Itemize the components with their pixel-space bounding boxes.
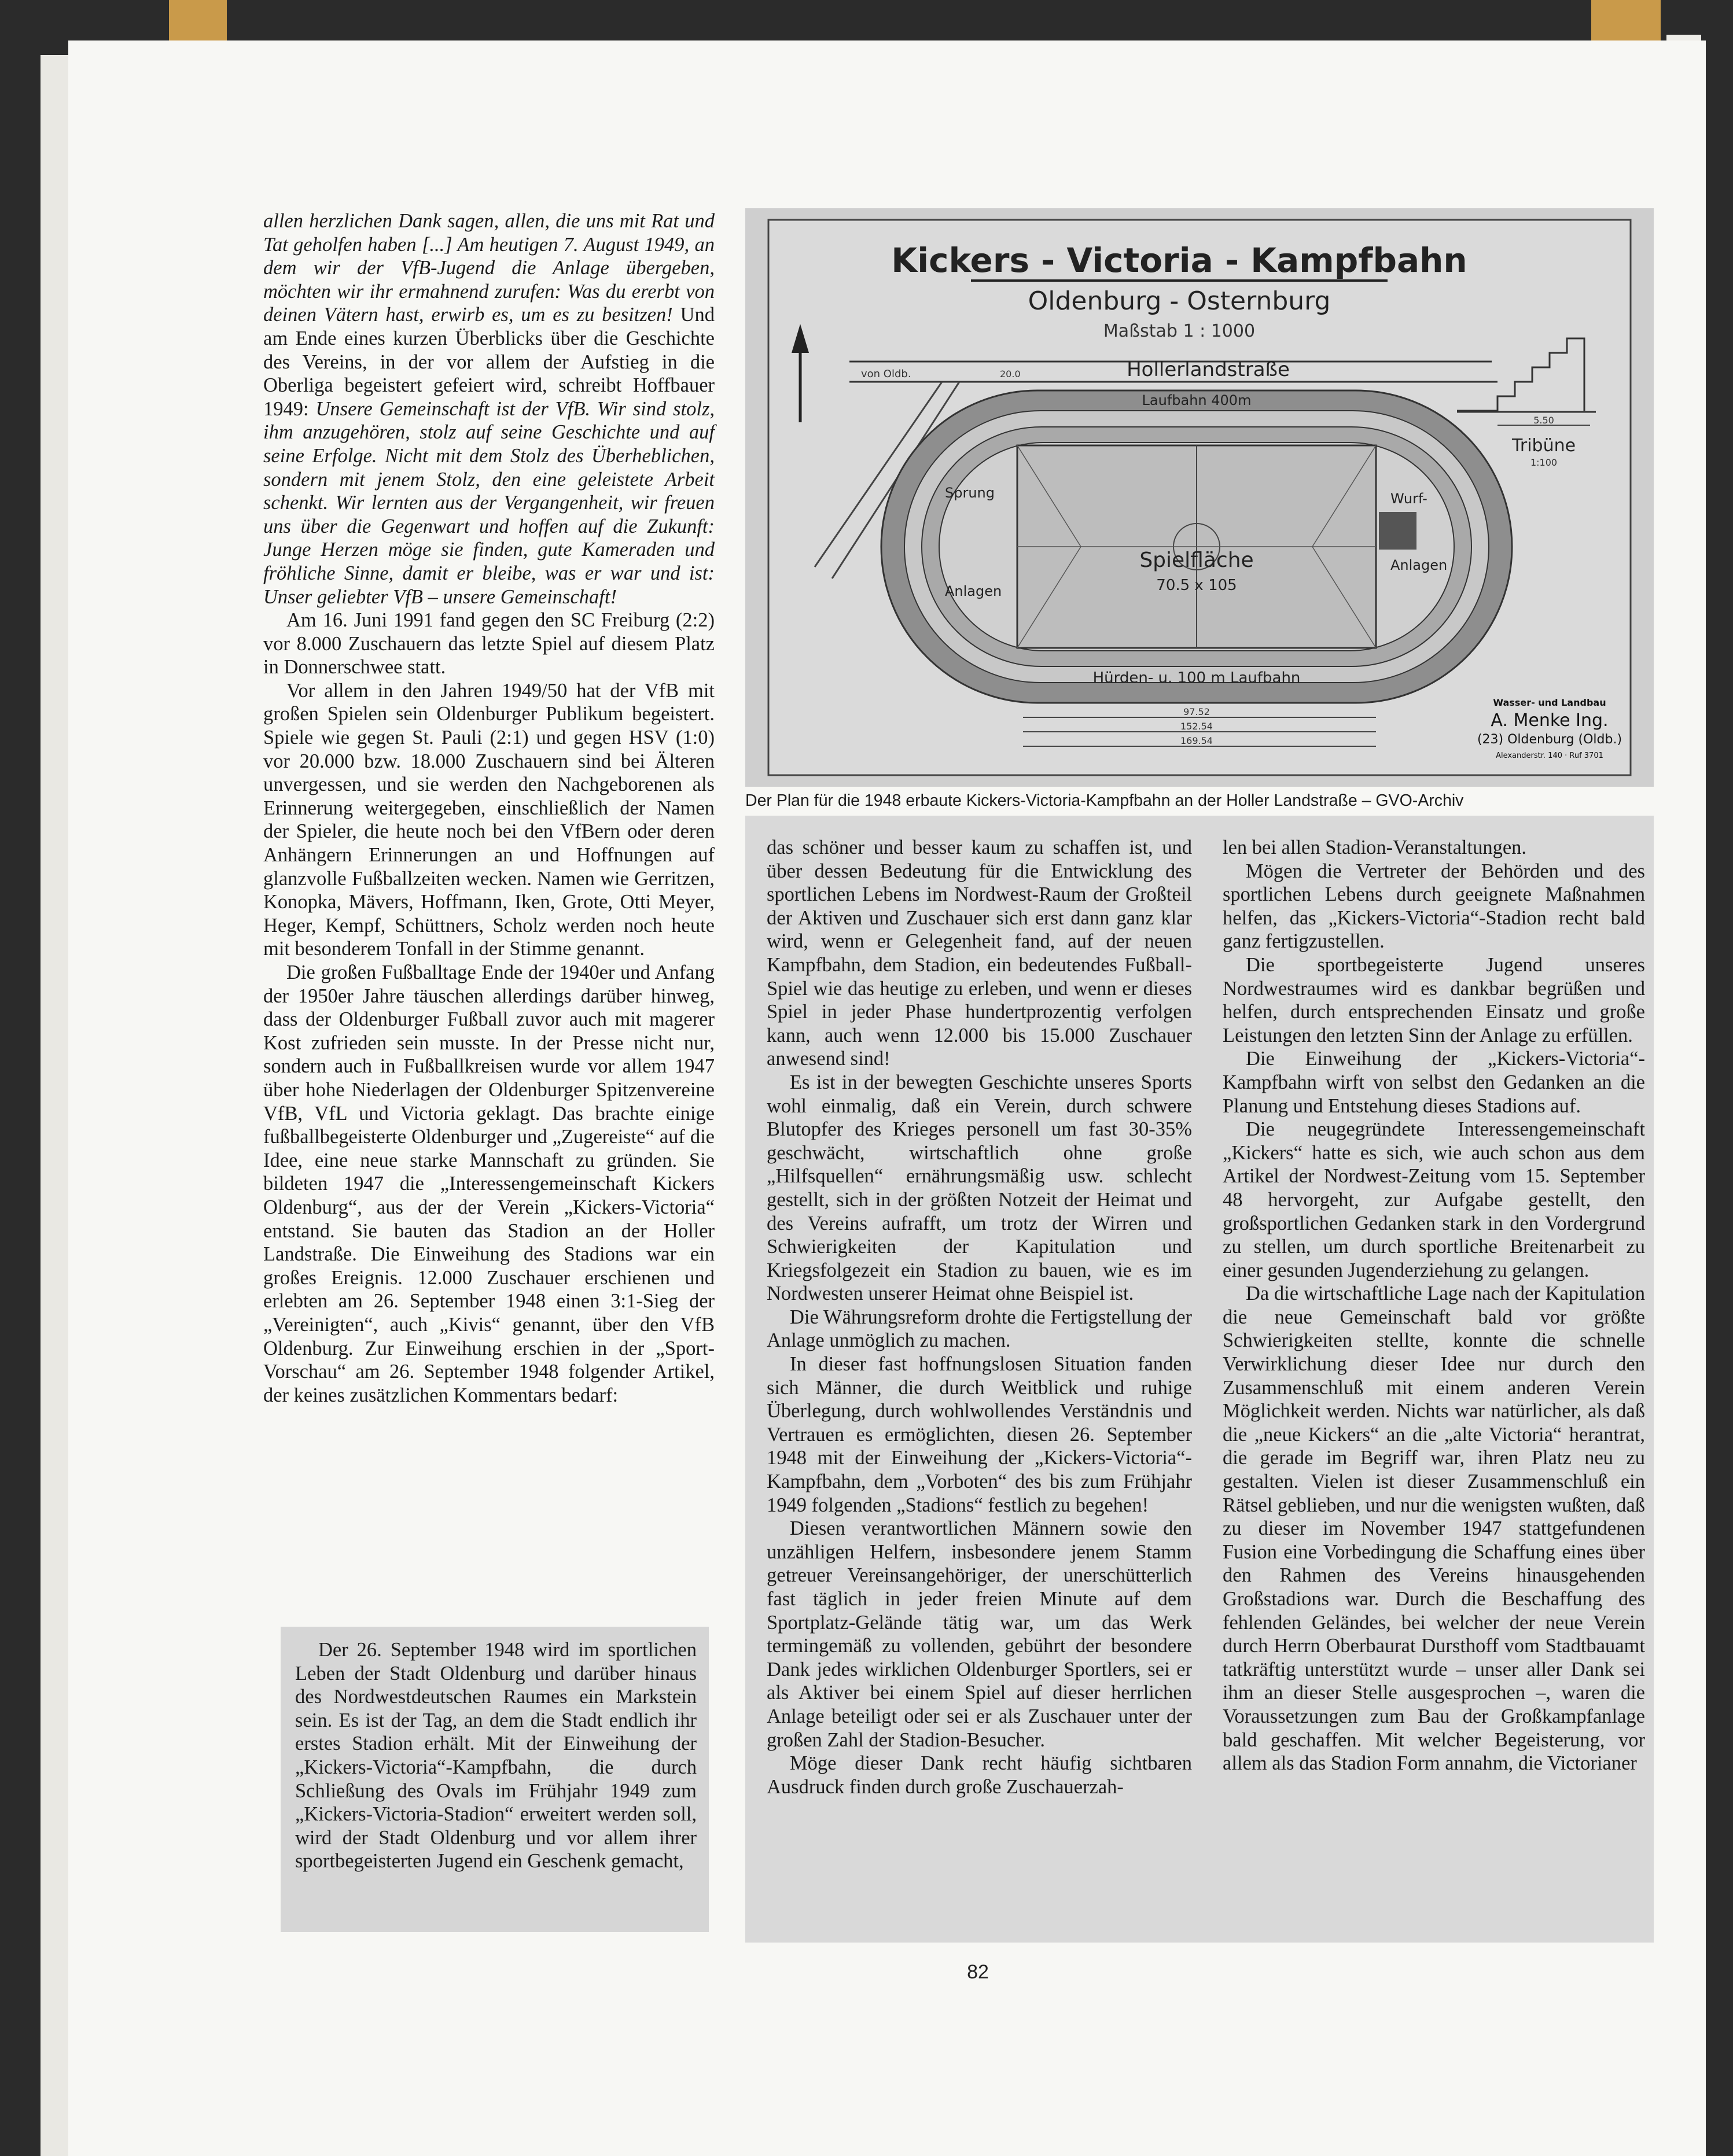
plan-title: Kickers - Victoria - Kampfbahn	[891, 241, 1467, 280]
paragraph: In dieser fast hoffnungslosen Situation fanden sich Männer, die durch Weitblick und ruhige Überlegung, durch wohlwollendes Verständnis und Vertrauen es ermöglichten, diesen 26. September 1948 mit der Einweihung der „Kickers-Victoria“-Kampfbahn, dem „Vorboten“ des bis zum Frühjahr 1949 folgenden „Stadions“ festlich zu begehen!	[767, 1353, 1192, 1516]
paragraph: das schöner und besser kaum zu schaffen ist, und über dessen Bedeutung für die Entwicklung des sportlichen Lebens im Nordwest-Raum der Großteil der Aktiven und Zuschauer sich erst dann ganz klar wird, wenn er Gelegenheit fand, auf der neuen Kampfbahn, dem Stadion, ein bedeutendes Fußball-Spiel wie das heutige zu erleben, und wenn er dieses Spiel in jeder Phase hundertprozentig verfolgen kann, auch wenn 12.000 bis 15.000 Zuschauer anwesend sind!	[767, 836, 1192, 1070]
paragraph-quote: allen herzlichen Dank sagen, allen, die uns mit Rat und Tat geholfen haben [...] Am heutigen 7. August 1949, an dem wir der VfB-Jugend die Anlage übergeben, möchten wir ihr ermahnend zurufen: Was du ererbt von deinen Vätern hast, erwirb es, um es zu besitzen! Und am Ende eines kurzen Überblicks über die Geschichte des Vereins, in der vor allem der Aufstieg in die Oberliga begeistert gefeiert wird, schreibt Hoffbauer 1949: Unsere Gemeinschaft ist der VfB. Wir sind stolz, ihm anzugehören, stolz auf seine Geschichte und auf seine Erfolge. Nicht mit dem Stolz des Überheblichen, sondern mit jenem Stolz, den eine geleistete Arbeit schenkt. Wir lernten aus der Vergangenheit, wir freuen uns über die Gegenwart und hoffen auf die Zukunft: Junge Herzen möge sie finden, gute Kameraden und fröhliche Sinne, damit er bleibe, was er war und ist: Unser geliebter VfB – unsere Gemeinschaft!	[263, 210, 715, 608]
paragraph: Die großen Fußballtage Ende der 1940er und Anfang der 1950er Jahre täuschen allerdings darüber hinweg, dass der Oldenburger Fußball zuvor auch mit magerer Kost zufrieden sein musste. In der Presse nicht nur, sondern auch in Fußballkreisen wurde vor allem 1947 über hohe Niederlagen der Oldenburger Spitzenvereine VfB, VfL und Victoria geklagt. Das brachte einige fußballbegeisterte Oldenburger und „Zugereiste“ auf die Idee, eine neue starke Mannschaft zu gründen. Sie bildeten 1947 die „Interessengemeinschaft Kickers Oldenburg“, aus der der Verein „Kickers-Victoria“ entstand. Sie bauten das Stadion an der Holler Landstraße. Die Einweihung des Stadions war ein großes Ereignis. 12.000 Zuschauer erschienen und erlebten am 26. September 1948 einen 3:1-Sieg der „Vereinigten“, auch „Kivis“ genannt, über den VfB Oldenburg. Zur Einweihung erschien in der „Sport-Vorschau“ am 26. September 1948 folgender Artikel, der keines zusätzlichen Kommentars bedarf:	[263, 961, 715, 1406]
paragraph: Die sportbegeisterte Jugend unseres Nordwestraumes wird es dankbar begrüßen und helfen, durch entsprechenden Einsatz und große Leistungen den letzten Sinn der Anlage zu erfüllen.	[1223, 953, 1645, 1046]
figure-caption: Der Plan für die 1948 erbaute Kickers-Victoria-Kampfbahn an der Holler Landstraße – GVO-Archiv	[745, 791, 1464, 810]
column-3	[1223, 836, 1645, 1775]
page-number: 82	[967, 1961, 989, 1983]
paragraph: Die Währungsreform drohte die Fertigstellung der Anlage unmöglich zu machen.	[767, 1306, 1192, 1352]
left-facilities-label: Anlagen	[945, 583, 1002, 599]
grandstand-scale: 1:100	[1530, 457, 1558, 468]
jump-label: Sprung	[945, 485, 995, 501]
stadium-plan-drawing	[745, 208, 1654, 787]
road-label-from: von Oldb.	[861, 368, 911, 380]
stadium-plan-figure	[745, 208, 1654, 787]
dimension-550: 5.50	[1533, 415, 1554, 426]
svg-text:(23) Oldenburg (Oldb.): (23) Oldenburg (Oldb.)	[1477, 732, 1622, 747]
dimension-20: 20.0	[1000, 368, 1021, 379]
dimension-9752: 97.52	[1183, 706, 1210, 717]
field-dimensions: 70.5 x 105	[1156, 577, 1237, 594]
svg-text:Wasser- und Landbau: Wasser- und Landbau	[1493, 697, 1606, 708]
right-facilities-label: Anlagen	[1390, 557, 1448, 573]
dimension-15254: 152.54	[1180, 721, 1213, 732]
hurdles-label: Hürden- u. 100 m Laufbahn	[1092, 669, 1301, 687]
paragraph: Diesen verantwortlichen Männern sowie den unzähligen Helfern, insbesondere jenem Stamm getreuer Vereinsangehöriger, der unerschütterlich fast täglich in jeder freien Minute auf dem Sportplatz-Gelände tätig war, um das Werk termingemäß zu vollenden, gebührt der besondere Dank jedes wirklichen Oldenburger Sportlers, sei er als Aktiver bei einem Spiel auf dieser herrlichen Anlage beteiligt oder sei er als Zuschauer unter der großen Zahl der Stadion-Besucher.	[767, 1517, 1192, 1751]
paragraph: Am 16. Juni 1991 fand gegen den SC Freiburg (2:2) vor 8.000 Zuschauern das letzte Spiel auf diesem Platz in Donnerschwee statt.	[263, 609, 715, 679]
road-label: Hollerlandstraße	[1127, 358, 1290, 381]
running-track	[881, 390, 1512, 703]
paragraph: Vor allem in den Jahren 1949/50 hat der VfB mit großen Spielen sein Oldenburger Publikum begeistert. Spiele wie gegen St. Pauli (2:1) und gegen HSV (1:0) vor 20.000 bzw. 18.000 Zuschauern sind bei Älteren unvergessen, und sie werden den Nachgeborenen als Erinnerung weitergegeben, einschließlich der Namen der Spieler, die heute noch bei den VfBern oder deren Anhängern Erinnerungen an und Hoffnungen auf glanzvolle Fußballzeiten wecken. Namen wie Gerritzen, Konopka, Mävers, Hoffmann, Iken, Grote, Otti Meyer, Heger, Kempf, Schüttners, Scholz werden noch heute mit besonderem Tonfall in der Stimme genannt.	[263, 679, 715, 960]
paragraph: len bei allen Stadion-Veranstaltungen.	[1223, 836, 1527, 858]
track-label: Laufbahn 400m	[1142, 392, 1252, 408]
paragraph: Die Einweihung der „Kickers-Victoria“-Kampfbahn wirft von selbst den Gedanken an die Planung und Entstehung dieses Stadions auf.	[1223, 1048, 1645, 1117]
column-1	[263, 209, 715, 1407]
quote-box-text: Der 26. September 1948 wird im sportlichen Leben der Stadt Oldenburg und darüber hinaus des Nordwestdeutschen Raumes ein Markstein sein. Es ist der Tag, an dem die Stadt endlich ihr erstes Stadion erhält. Mit der Einweihung der „Kickers-Victoria“-Kampfbahn, die durch Schließung des Ovals im Frühjahr 1949 zum „Kickers-Victoria-Stadion“ erweitert werden soll, wird der Stadt Oldenburg und vor allem ihrer sportbegeisterten Jugend ein Geschenk gemacht,	[295, 1639, 697, 1873]
svg-text:A. Menke Ing.: A. Menke Ing.	[1491, 710, 1609, 731]
column-2	[767, 836, 1192, 1798]
plan-subtitle: Oldenburg - Osternburg	[1028, 286, 1331, 316]
paragraph: Mögen die Vertreter der Behörden und des sportlichen Lebens durch geeignete Maßnahmen helfen, das „Kickers-Victoria“-Stadion recht bald ganz fertigzustellen.	[1223, 860, 1645, 953]
paragraph: Es ist in der bewegten Geschichte unseres Sports wohl einmalig, daß ein Verein, durch schwere Blutopfer des Krieges personell um fast 30-35% geschwächt, wirtschaftlich ohne große „Hilfsquellen“ ernährungsmäßig usw. schlecht gestellt, sich in der größten Notzeit der Heimat und des Vereins aufrafft, um trotz der Wirren und Schwierigkeiten der Kapitulation und Kriegsfolgezeit ein Stadion zu bauen, wie es im Nordwesten unserer Heimat ohne Beispiel ist.	[767, 1071, 1192, 1305]
grandstand-label: Tribüne	[1511, 436, 1576, 456]
field-label: Spielfläche	[1139, 548, 1254, 572]
throw-label: Wurf-	[1390, 491, 1427, 507]
plan-scale: Maßstab 1 : 1000	[1103, 321, 1256, 341]
svg-text:Alexanderstr. 140 · Ruf 3701: Alexanderstr. 140 · Ruf 3701	[1496, 751, 1603, 760]
paragraph: Möge dieser Dank recht häufig sichtbaren Ausdruck finden durch große Zuschauerzah-	[767, 1752, 1192, 1798]
dimension-16954: 169.54	[1180, 735, 1213, 746]
paragraph: Die neugegründete Interessengemeinschaft „Kickers“ hatte es sich, wie auch schon aus dem Artikel der Nordwest-Zeitung vom 15. September 48 hervorgeht, zur Aufgabe gestellt, den großsportlichen Gedanken stark in den Vordergrund zu stellen, um durch sportliche Breitenarbeit zu einer gesunden Jugenderziehung zu gelangen.	[1223, 1118, 1645, 1281]
paragraph: Da die wirtschaftliche Lage nach der Kapitulation die neue Gemeinschaft bald vor größte Schwierigkeiten stellte, konnte die schnelle Verwirklichung dieser Idee nur durch den Zusammenschluß mit einem anderen Verein Möglichkeit werden. Nichts war natürlicher, als daß die „neue Kickers“ an die „alte Victoria“ herantrat, die gerade im Begriff war, ihren Platz neu zu gestalten. Vielen ist dieser Zusammenschluß ein Rätsel geblieben, und nur die wenigsten wußten, daß zu dieser im November 1947 stattgefundenen Fusion eine Vorbedingung die Schaffung eines über den Rahmen des Vereins hinausgehenden Großstadions war. Durch die Beschaffung des fehlenden Geländes, bei welcher der neue Verein durch Herrn Oberbaurat Dursthoff vom Stadtbauamt tatkräftig unterstützt wurde – unser aller Dank sei ihm an dieser Stelle ausgesprochen –, waren die Voraussetzungen zum Bau der Großkampfanlage bald geschaffen. Mit welcher Begeisterung, vor allem als das Stadion Form annahm, die Victorianer	[1223, 1282, 1645, 1775]
